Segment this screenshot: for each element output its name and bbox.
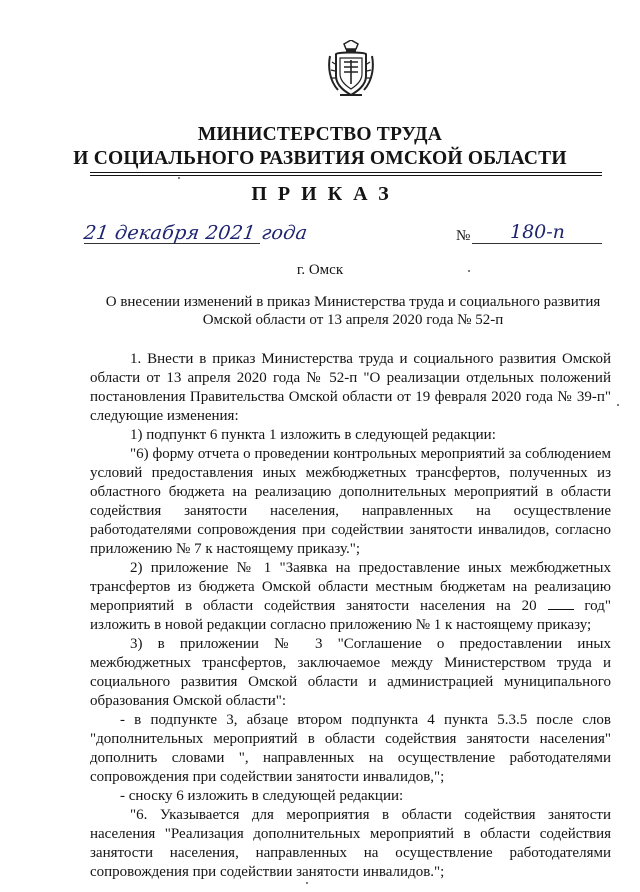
header-divider	[90, 172, 602, 173]
scan-speck	[468, 270, 470, 272]
ministry-name-line2: И СОЦИАЛЬНОГО РАЗВИТИЯ ОМСКОЙ ОБЛАСТИ	[73, 148, 567, 169]
paragraph-6: - в подпункте 3, абзаце втором подпункта 4 пункта 5.3.5 после слов "дополнительных мероприятий в области содействия занятости населения" дополнить словами ", направленных на осуществление работодателями сопровождения при содействии занятости инвалидов,";	[90, 712, 611, 785]
order-body	[90, 350, 611, 882]
paragraph-8: "6. Указывается для мероприятия в области содействия занятости населения "Реализация дополнительных мероприятий в области содействия занятости населения, направленных на осуществление работодателями сопровождения при содействии занятости инвалидов.";	[90, 807, 611, 880]
header-divider-thin	[90, 175, 602, 176]
year-blank	[548, 597, 574, 610]
paragraph-2: 1) подпункт 6 пункта 1 изложить в следующей редакции:	[130, 427, 496, 443]
scan-speck	[617, 404, 619, 406]
scan-speck	[306, 882, 308, 884]
document-type-title: ПРИКАЗ	[251, 183, 400, 205]
paragraph-4	[90, 559, 611, 635]
order-number-handwritten: 180-п	[510, 221, 565, 243]
scan-speck	[178, 177, 180, 179]
order-subject: О внесении изменений в приказ Министерства труда и социального развития Омской области от 13 апреля 2020 года № 52-п	[105, 294, 601, 328]
coat-of-arms-icon	[326, 40, 376, 100]
paragraph-5: 3) в приложении № 3 "Соглашение о предоставлении иных межбюджетных трансфертов, заключаемое между Министерством труда и социального развития Омской области и администрацией муниципального образования Омской области":	[90, 636, 611, 709]
order-number-label: №	[456, 228, 471, 244]
order-date-handwritten: 21 декабря 2021 года	[82, 222, 309, 244]
paragraph-7: - сноску 6 изложить в следующей редакции:	[120, 788, 404, 804]
date-underline	[84, 243, 260, 244]
number-underline	[472, 243, 602, 244]
city-line: г. Омск	[296, 262, 344, 278]
paragraph-4-part2: год" изложить в новой редакции согласно приложению № 1 к настоящему приказу;	[90, 598, 611, 633]
ministry-name-line1: МИНИСТЕРСТВО ТРУДА	[197, 124, 443, 145]
paragraph-3: "6) форму отчета о проведении контрольных мероприятий за соблюдением условий предоставления иных межбюджетных трансфертов, полученных из областного бюджета на реализацию дополнительных мероприятий в области содействия занятости населения, направленных на осуществление работодателями сопровождения при содействии занятости инвалидов, согласно приложению № 7 к настоящему приказу.";	[90, 446, 611, 557]
paragraph-1: 1. Внести в приказ Министерства труда и социального развития Омской области от 13 апреля 2020 года № 52-п "О реализации отдельных положений постановления Правительства Омской области от 19 февраля 2020 года № 39-п" следующие изменения:	[90, 351, 611, 424]
paragraph-4-part1: 2) приложение № 1 "Заявка на предоставление иных межбюджетных трансфертов из бюджета Омской области местным бюджетам на реализацию мероприятий в области содействия занятости населения на 20	[90, 560, 611, 614]
